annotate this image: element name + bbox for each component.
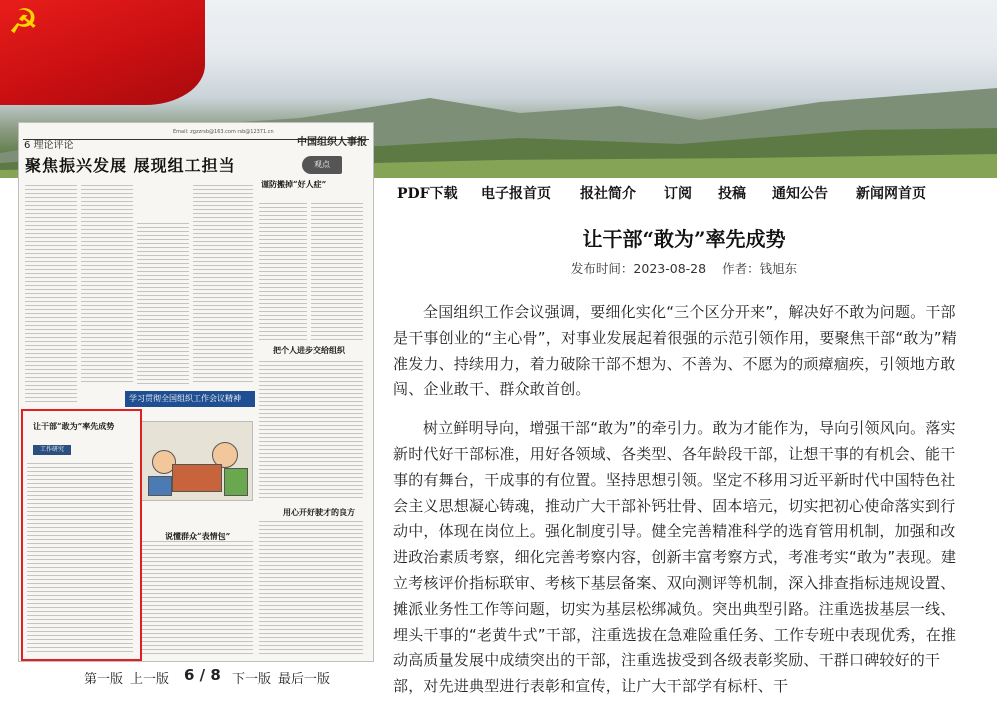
nav-notices[interactable]: 通知公告	[772, 186, 828, 202]
paper-text-column	[193, 185, 253, 385]
paper-column-title: 把个人进步交给组织	[273, 345, 345, 355]
publish-date: 发布时间：2023-08-28	[570, 261, 707, 276]
highlight-article-title: 让干部“敢为”率先成势	[33, 421, 115, 431]
paper-text-column	[25, 185, 77, 405]
nav-submit[interactable]: 投稿	[718, 186, 746, 202]
article-meta	[384, 259, 984, 277]
next-page-link[interactable]: 下一版	[232, 672, 272, 687]
paper-section-label: 6 理论评论	[24, 140, 74, 151]
nav-about[interactable]: 报社简介	[580, 186, 636, 202]
paper-text-column	[81, 185, 133, 385]
prev-page-link[interactable]: 上一版	[130, 672, 170, 687]
page-navigation	[18, 666, 372, 690]
nav-subscribe[interactable]: 订阅	[664, 186, 692, 202]
first-page-link[interactable]: 第一版	[84, 672, 124, 687]
cartoon-illustration	[141, 421, 253, 501]
paper-text-column	[259, 361, 363, 501]
paper-text-column	[137, 223, 189, 385]
article-body	[393, 300, 968, 713]
nav-pdf-download[interactable]: PDF下载	[397, 186, 458, 202]
paper-text-column	[141, 541, 253, 655]
paper-column-title: 用心开好驶才的良方	[283, 507, 355, 517]
article-paragraph: 树立鲜明导向，增强干部“敢为”的牵引力。敢为才能作为，导向引领风向。落实新时代好干部标准，用好各领域、各类型、各年龄段干部，让想干事的有机会、能干事的有舞台，干成事的有位置。坚持思想引领。坚定不移用习近平新时代中国特色社会主义思想凝心铸魂，推动广大干部补钙壮骨、固本培元，切实把初心使命落实到行动中，体现在岗位上。强化制度引导。健全完善精准科学的选育管用机制，加强和改进政治素质考察，细化完善考察内容，创新丰富考察方式，考准考实“敢为”表现。建立考核评价指标联审、考核下基层备案、双向测评等机制，深入排查指标违规设置、摊派业务性工作等问题，切实为基层松绑减负。突出典型引路。注重选拔基层一线、埋头干事的“老黄牛式”干部，注重选拔在急难险重任务、工作专班中表现优秀，在推动高质量发展中成绩突出的干部，注重选拔受到各级表彰奖励、干群口碑较好的干部，对先进典型进行表彰和宣传，让广大干部学有标杆、干	[393, 419, 957, 696]
highlight-article-tag: 工作研究	[33, 445, 71, 455]
current-page-indicator: 6 / 8	[184, 666, 221, 684]
newspaper-page-thumbnail[interactable]	[18, 122, 374, 662]
nav-epaper-home[interactable]: 电子报首页	[481, 186, 551, 202]
article-author: 作者：钱旭东	[722, 261, 798, 276]
paper-text-column	[311, 203, 363, 343]
paper-headline: 聚焦振兴发展 展现组工担当	[25, 156, 236, 175]
nav-news-home[interactable]: 新闻网首页	[856, 186, 926, 202]
paper-masthead: 中国组织人事报	[297, 137, 367, 148]
paper-viewpoint-badge: 观点	[302, 156, 342, 174]
paper-top-line: Email: zgzzrsb@163.com rsb@12371.cn	[23, 127, 369, 140]
paper-blue-banner: 学习贯彻全国组织工作会议精神	[125, 391, 255, 407]
top-navigation	[384, 183, 944, 207]
last-page-link[interactable]: 最后一版	[278, 672, 331, 687]
paper-text-column	[259, 203, 307, 343]
paper-column-title: 谨防搬掉“好人症”	[261, 179, 327, 189]
paper-text-column	[259, 521, 363, 655]
paper-column-title: 说懂群众“表情包”	[165, 531, 231, 541]
red-flag-image	[0, 0, 205, 105]
article-paragraph: 全国组织工作会议强调，要细化实化“三个区分开来”，解决好不敢为问题。干部是干事创业的“主心骨”，对事业发展起着很强的示范引领作用，要聚焦干部“敢为”精准发力、持续用力，着力破除干部不想为、不善为、不愿为的顽瘴痼疾，引领地方敢闯、企业敢干、群众敢首创。	[393, 303, 957, 399]
hammer-sickle-icon: ☭	[8, 2, 39, 42]
article-title: 让干部“敢为”率先成势	[582, 227, 786, 251]
